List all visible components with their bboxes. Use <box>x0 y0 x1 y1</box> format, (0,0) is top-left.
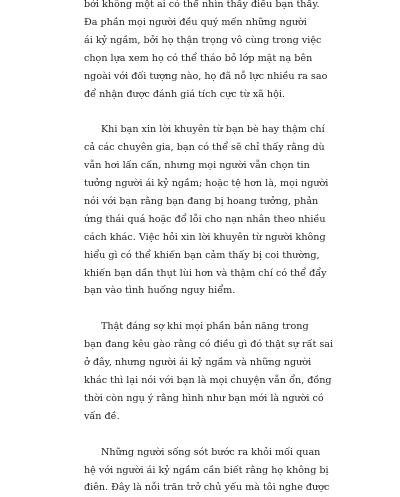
text-line: bởi không một ai có thể nhìn thấy điều bạn thấy. <box>84 0 320 10</box>
paragraph-1 <box>84 0 330 103</box>
text-line: Khi bạn xin lời khuyên từ bạn bè hay thậm chí <box>101 124 325 136</box>
text-line: vấn đề. <box>84 410 120 422</box>
text-line: bạn vào tình huống nguy hiểm. <box>84 285 236 297</box>
paragraph-4 <box>84 444 330 497</box>
text-line: khiến bạn dần thụt lùi hơn và thậm chí có thể đẩy <box>84 267 327 279</box>
text-line: thời còn ngụ ý rằng hình như bạn mới là người có <box>84 392 324 404</box>
text-line: ái kỷ ngầm, bởi họ thận trọng vô cùng trong việc <box>84 34 322 46</box>
text-line: bạn đang kêu gào rằng có điều gì đó thật sự rất sai <box>84 339 334 351</box>
text-line: vẫn hơi lấn cấn, nhưng mọi người vẫn chọn tin <box>84 160 310 172</box>
text-line: cả các chuyên gia, bạn có thể sẽ chỉ thấy rằng dù <box>84 142 325 154</box>
text-line: Những người sống sót bước ra khỏi mối quan <box>101 446 321 458</box>
paragraph-2 <box>84 121 330 300</box>
text-line: tưởng người ái kỷ ngầm; hoặc tệ hơn là, mọi người <box>84 178 329 190</box>
text-line: khác thì lại nói với bạn là mọi chuyện vẫn ổn, đồng <box>84 375 332 386</box>
text-line: ở đây, nhưng người ái kỷ ngầm và những người <box>84 357 312 369</box>
text-line: ngoài với đối tượng nào, họ đã nỗ lực nhiều ra sao <box>84 70 328 82</box>
text-line: Thật đáng sợ khi mọi phần bản năng trong <box>101 321 309 333</box>
text-line: Đa phần mọi người đều quý mến những người <box>84 16 307 28</box>
text-line: ứng thái quá hoặc đổ lỗi cho nạn nhân theo nhiều <box>84 213 326 225</box>
text-line: điên. Đây là nỗi trăn trở chủ yếu mà tôi nghe được <box>84 482 330 494</box>
text-line: nói với bạn rằng bạn đang bị hoang tưởng, phản <box>84 195 319 207</box>
text-line: để nhận được đánh giá tích cực từ xã hội. <box>84 88 286 100</box>
text-line: hệ với người ái kỷ ngầm cần biết rằng họ không bị <box>84 464 329 476</box>
paragraph-3 <box>84 318 334 425</box>
text-line: cách khác. Việc hỏi xin lời khuyên từ người không <box>84 231 326 243</box>
page-text-column <box>84 0 334 497</box>
text-line: chọn lựa xem họ có thể tháo bỏ lớp mặt nạ bên <box>84 52 313 64</box>
text-line: hiểu gì có thể khiến bạn cảm thấy bị coi thường, <box>84 249 320 261</box>
